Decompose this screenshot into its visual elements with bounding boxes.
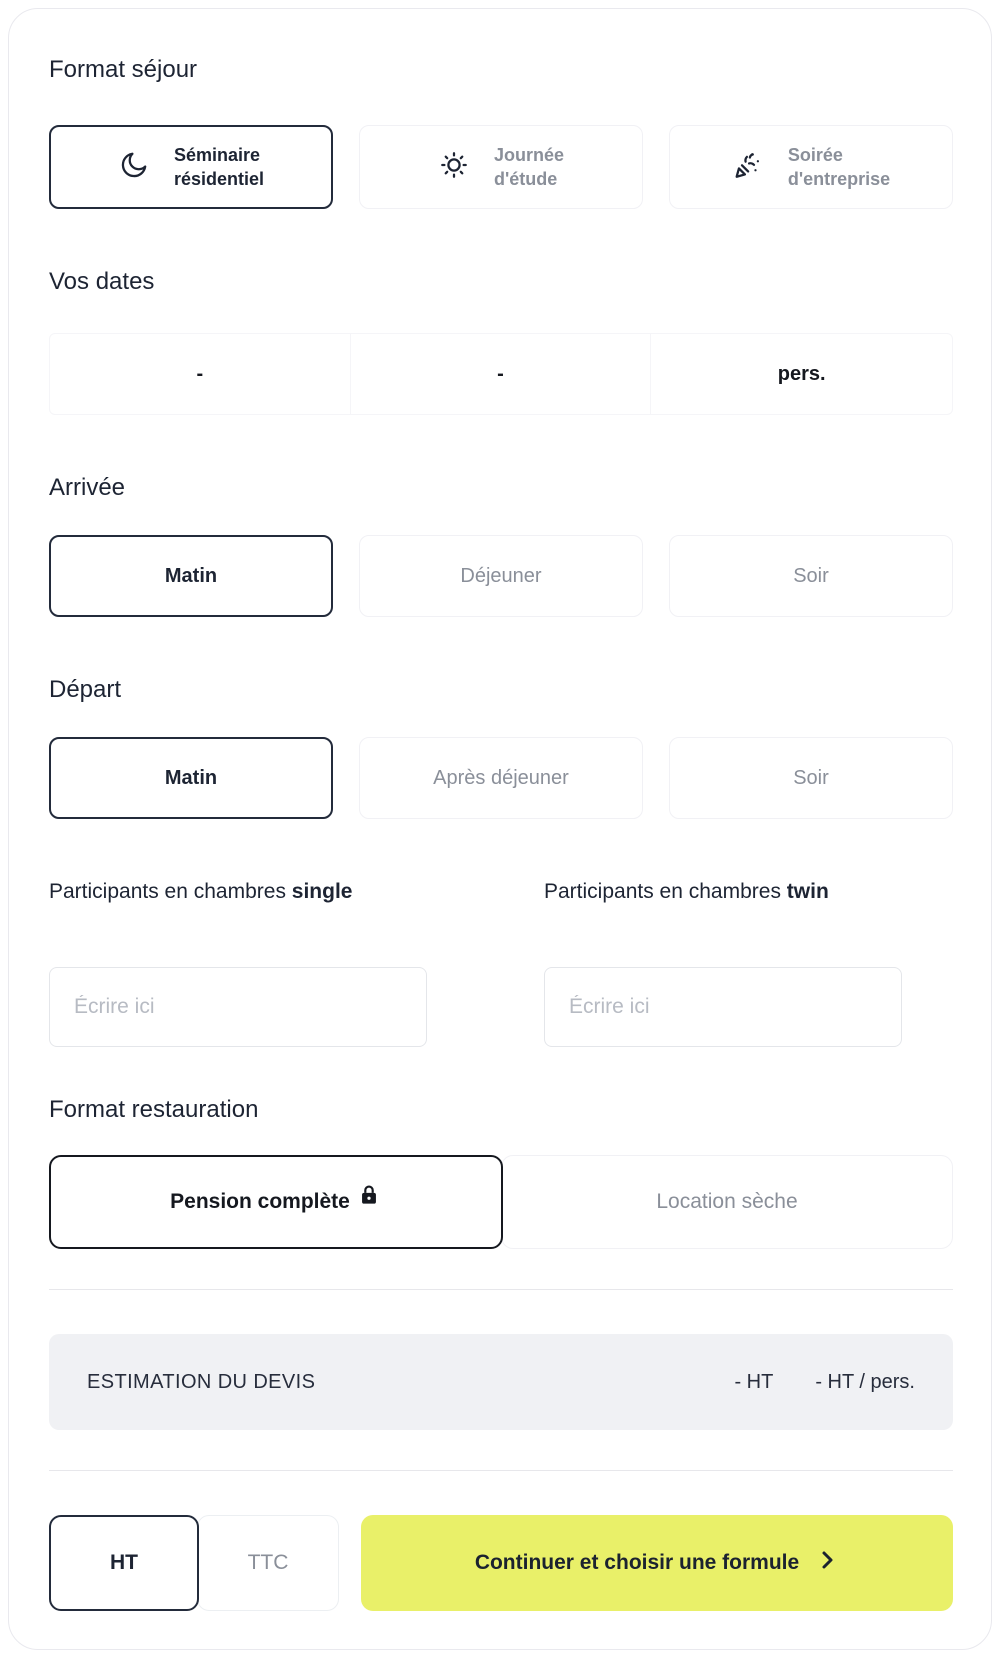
depart-options (49, 737, 953, 819)
option-label: Journée d'étude (493, 145, 565, 189)
option-seminaire-residentiel[interactable] (49, 125, 333, 209)
depart-matin-button[interactable]: Matin (49, 737, 333, 819)
participants-twin-label: Participants en chambres twin (544, 880, 829, 903)
persons-field[interactable]: pers. (777, 362, 826, 385)
arrivee-dejeuner-button[interactable]: Déjeuner (359, 535, 643, 617)
format-sejour-title: Format séjour (49, 56, 198, 83)
participants-inputs (49, 967, 953, 1047)
tax-ttc-button[interactable]: TTC (197, 1515, 339, 1611)
format-restauration-title: Format restauration (49, 1096, 259, 1123)
arrivee-options (49, 535, 953, 617)
depart-apres-dejeuner-button[interactable]: Après déjeuner (359, 737, 643, 819)
continue-button[interactable]: Continuer et choisir une formule (361, 1515, 953, 1611)
restauration-options (49, 1155, 953, 1249)
option-journee-etude[interactable] (359, 125, 643, 209)
party-popper-icon (732, 149, 764, 186)
lock-icon (356, 1190, 382, 1214)
option-soiree-entreprise[interactable] (669, 125, 953, 209)
estimation-per-person-ht: - HT / pers. (815, 1370, 915, 1393)
option-label: Séminaire résidentiel (173, 145, 265, 189)
participants-single-input[interactable] (49, 967, 427, 1047)
sun-icon (438, 149, 470, 186)
arrivee-soir-button[interactable]: Soir (669, 535, 953, 617)
tax-ht-button[interactable]: HT (49, 1515, 199, 1611)
format-sejour-options (49, 125, 953, 209)
depart-title: Départ (49, 676, 122, 703)
arrivee-matin-button[interactable]: Matin (49, 535, 333, 617)
arrivee-title: Arrivée (49, 474, 126, 501)
participants-twin-input[interactable] (544, 967, 902, 1047)
divider (49, 1470, 953, 1471)
option-label: Soirée d'entreprise (787, 145, 891, 189)
booking-widget-card (8, 8, 992, 1650)
vos-dates-title: Vos dates (49, 268, 155, 295)
estimation-bar (49, 1334, 953, 1430)
moon-icon (118, 149, 150, 186)
pension-complete-button[interactable]: Pension complète (49, 1155, 503, 1249)
estimation-values (734, 1371, 915, 1394)
estimation-label: ESTIMATION DU DEVIS (87, 1370, 316, 1393)
participants-single-label: Participants en chambres single (49, 880, 353, 903)
location-seche-button[interactable]: Location sèche (501, 1155, 953, 1249)
date-start-field[interactable]: - (50, 334, 351, 414)
depart-soir-button[interactable]: Soir (669, 737, 953, 819)
chevron-right-icon (815, 1548, 839, 1578)
participants-labels (49, 877, 953, 907)
estimation-total-ht: - HT (734, 1370, 774, 1393)
dates-bar (49, 333, 953, 415)
date-end-field[interactable]: - (351, 334, 652, 414)
divider (49, 1289, 953, 1290)
footer-actions (49, 1515, 953, 1611)
